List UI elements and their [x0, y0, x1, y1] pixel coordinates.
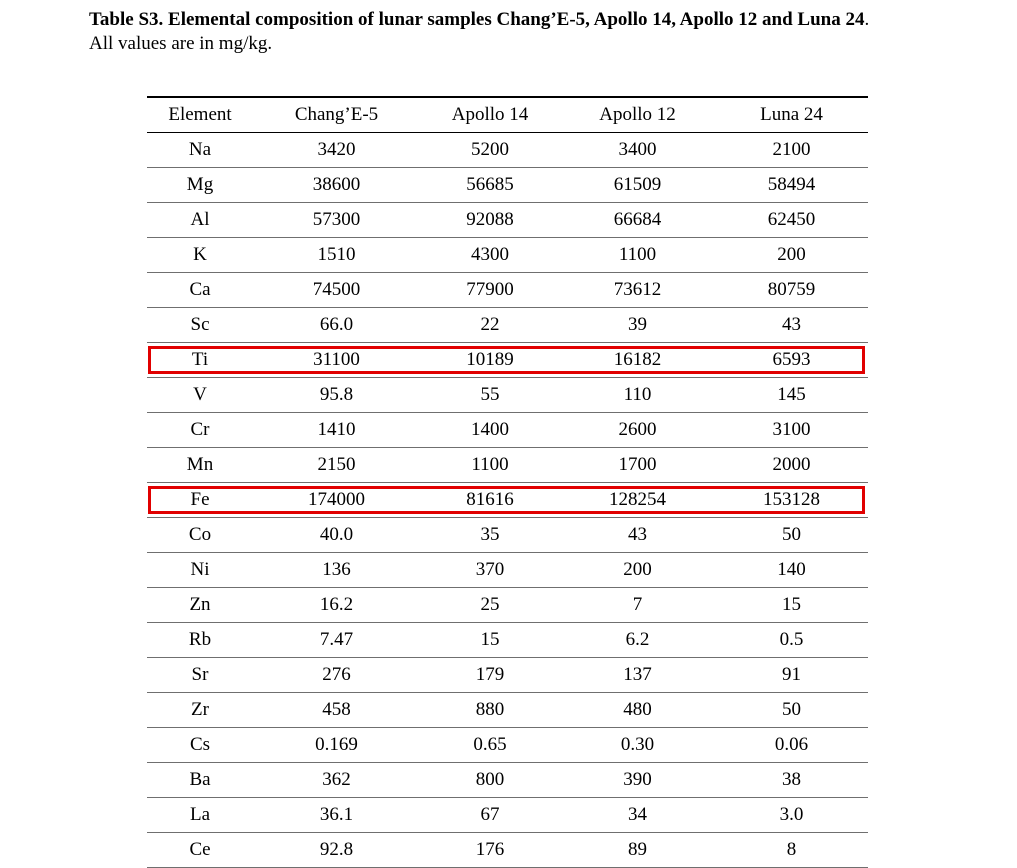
cell-element: Ni [147, 553, 253, 588]
table-row [147, 763, 868, 798]
table-row [147, 308, 868, 343]
cell-element: Cr [147, 413, 253, 448]
cell-apollo14: 0.65 [420, 728, 560, 763]
cell-apollo12: 34 [560, 798, 715, 833]
cell-change5: 7.47 [253, 623, 420, 658]
header-apollo14: Apollo 14 [420, 97, 560, 133]
cell-apollo12: 43 [560, 518, 715, 553]
header-element: Element [147, 97, 253, 133]
cell-change5: 136 [253, 553, 420, 588]
table-title: Table S3. Elemental composition of lunar samples Chang’E-5, Apollo 14, Apollo 12 and Luna 24 [89, 9, 865, 30]
cell-apollo12: 7 [560, 588, 715, 623]
cell-change5: 0.169 [253, 728, 420, 763]
cell-apollo14: 92088 [420, 203, 560, 238]
cell-element: Co [147, 518, 253, 553]
cell-apollo12: 137 [560, 658, 715, 693]
cell-apollo14: 55 [420, 378, 560, 413]
cell-apollo12: 480 [560, 693, 715, 728]
cell-element: V [147, 378, 253, 413]
cell-apollo12: 16182 [560, 343, 715, 378]
cell-apollo14: 77900 [420, 273, 560, 308]
table-title-period: . [864, 9, 870, 30]
table-header-row [147, 97, 868, 133]
cell-change5: 38600 [253, 168, 420, 203]
cell-apollo14: 5200 [420, 133, 560, 168]
cell-apollo14: 1100 [420, 448, 560, 483]
cell-luna24: 8 [715, 833, 868, 868]
cell-change5: 458 [253, 693, 420, 728]
cell-apollo14: 176 [420, 833, 560, 868]
cell-element: Ce [147, 833, 253, 868]
cell-change5: 92.8 [253, 833, 420, 868]
table-row [147, 133, 868, 168]
cell-apollo12: 128254 [560, 483, 715, 518]
cell-luna24: 50 [715, 518, 868, 553]
cell-apollo12: 73612 [560, 273, 715, 308]
table-row [147, 273, 868, 308]
table-row [147, 658, 868, 693]
cell-change5: 40.0 [253, 518, 420, 553]
header-luna24: Luna 24 [715, 97, 868, 133]
cell-change5: 16.2 [253, 588, 420, 623]
cell-apollo14: 4300 [420, 238, 560, 273]
cell-apollo14: 880 [420, 693, 560, 728]
cell-apollo12: 390 [560, 763, 715, 798]
cell-apollo12: 89 [560, 833, 715, 868]
table-row [147, 448, 868, 483]
cell-element: Na [147, 133, 253, 168]
cell-apollo14: 22 [420, 308, 560, 343]
cell-apollo14: 800 [420, 763, 560, 798]
cell-apollo14: 25 [420, 588, 560, 623]
cell-luna24: 0.06 [715, 728, 868, 763]
cell-element: La [147, 798, 253, 833]
cell-element: Rb [147, 623, 253, 658]
cell-element: Ti [147, 343, 253, 378]
cell-element: K [147, 238, 253, 273]
composition-table-container [147, 96, 868, 868]
cell-luna24: 80759 [715, 273, 868, 308]
table-row [147, 378, 868, 413]
cell-apollo14: 1400 [420, 413, 560, 448]
cell-change5: 31100 [253, 343, 420, 378]
cell-luna24: 6593 [715, 343, 868, 378]
cell-apollo12: 66684 [560, 203, 715, 238]
cell-element: Zn [147, 588, 253, 623]
header-change5: Chang’E-5 [253, 97, 420, 133]
cell-apollo12: 1700 [560, 448, 715, 483]
cell-change5: 95.8 [253, 378, 420, 413]
cell-luna24: 2000 [715, 448, 868, 483]
cell-element: Cs [147, 728, 253, 763]
cell-luna24: 2100 [715, 133, 868, 168]
table-row [147, 728, 868, 763]
table-row [147, 518, 868, 553]
cell-apollo12: 2600 [560, 413, 715, 448]
cell-apollo14: 370 [420, 553, 560, 588]
cell-luna24: 200 [715, 238, 868, 273]
cell-apollo14: 56685 [420, 168, 560, 203]
table-caption [89, 8, 989, 56]
table-row [147, 483, 868, 518]
cell-luna24: 0.5 [715, 623, 868, 658]
cell-apollo12: 39 [560, 308, 715, 343]
header-apollo12: Apollo 12 [560, 97, 715, 133]
cell-element: Al [147, 203, 253, 238]
cell-element: Zr [147, 693, 253, 728]
table-row [147, 238, 868, 273]
cell-change5: 57300 [253, 203, 420, 238]
table-row [147, 588, 868, 623]
table-row [147, 343, 868, 378]
cell-apollo12: 6.2 [560, 623, 715, 658]
table-body [147, 133, 868, 868]
cell-change5: 2150 [253, 448, 420, 483]
table-row [147, 168, 868, 203]
cell-element: Sc [147, 308, 253, 343]
cell-element: Mn [147, 448, 253, 483]
cell-element: Ca [147, 273, 253, 308]
cell-element: Sr [147, 658, 253, 693]
cell-apollo12: 110 [560, 378, 715, 413]
table-note: All values are in mg/kg. [89, 33, 273, 54]
cell-apollo14: 67 [420, 798, 560, 833]
cell-element: Fe [147, 483, 253, 518]
cell-element: Ba [147, 763, 253, 798]
cell-change5: 3420 [253, 133, 420, 168]
cell-apollo14: 10189 [420, 343, 560, 378]
table-row [147, 203, 868, 238]
cell-change5: 362 [253, 763, 420, 798]
cell-luna24: 38 [715, 763, 868, 798]
cell-apollo12: 1100 [560, 238, 715, 273]
table-row [147, 623, 868, 658]
cell-luna24: 15 [715, 588, 868, 623]
cell-apollo14: 179 [420, 658, 560, 693]
cell-apollo14: 81616 [420, 483, 560, 518]
table-row [147, 693, 868, 728]
cell-change5: 66.0 [253, 308, 420, 343]
cell-change5: 174000 [253, 483, 420, 518]
table-row [147, 413, 868, 448]
cell-luna24: 43 [715, 308, 868, 343]
cell-luna24: 3100 [715, 413, 868, 448]
table-row [147, 553, 868, 588]
cell-apollo12: 3400 [560, 133, 715, 168]
cell-luna24: 153128 [715, 483, 868, 518]
cell-change5: 74500 [253, 273, 420, 308]
cell-luna24: 58494 [715, 168, 868, 203]
cell-change5: 1410 [253, 413, 420, 448]
cell-element: Mg [147, 168, 253, 203]
cell-luna24: 50 [715, 693, 868, 728]
composition-table [147, 96, 868, 868]
cell-apollo12: 61509 [560, 168, 715, 203]
cell-apollo12: 0.30 [560, 728, 715, 763]
cell-change5: 36.1 [253, 798, 420, 833]
table-row [147, 833, 868, 868]
cell-change5: 276 [253, 658, 420, 693]
cell-luna24: 140 [715, 553, 868, 588]
cell-apollo14: 15 [420, 623, 560, 658]
cell-change5: 1510 [253, 238, 420, 273]
cell-apollo12: 200 [560, 553, 715, 588]
cell-luna24: 91 [715, 658, 868, 693]
cell-luna24: 3.0 [715, 798, 868, 833]
cell-luna24: 62450 [715, 203, 868, 238]
cell-luna24: 145 [715, 378, 868, 413]
cell-apollo14: 35 [420, 518, 560, 553]
table-row [147, 798, 868, 833]
